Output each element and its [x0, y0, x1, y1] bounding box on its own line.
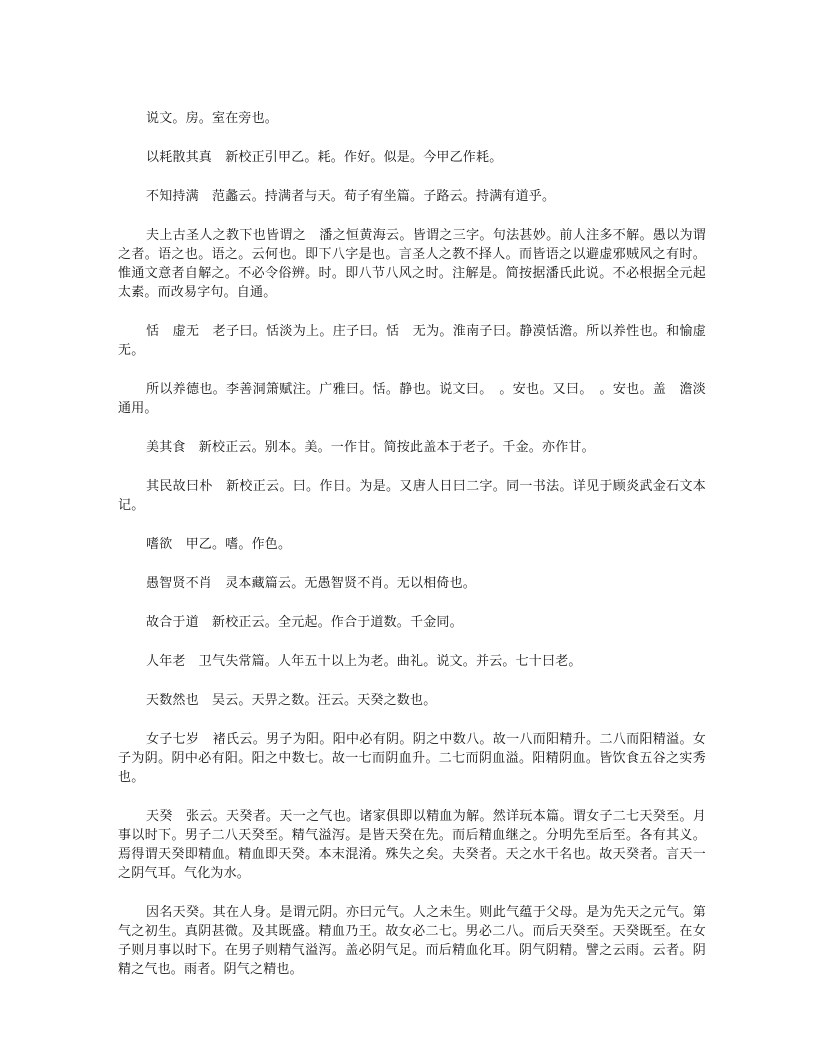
paragraph: 不知持满 范蠡云。持满者与天。荀子宥坐篇。子路云。持满有道乎。 [146, 189, 556, 204]
paragraph: 说文。房。室在旁也。 [146, 111, 279, 126]
paragraph: 人年老 卫气失常篇。人年五十以上为老。曲礼。说文。并云。七十曰老。 [146, 654, 582, 669]
paragraph: 所以养德也。李善洞箫赋注。广雅曰。恬。静也。说文曰。 。安也。又曰。 。安也。盖 澹淡 通用。 [118, 382, 720, 416]
paragraph: 美其食 新校正云。别本。美。一作甘。简按此盖本于老子。千金。亦作甘。 [146, 440, 595, 455]
paragraph: 嗜欲 甲乙。嗜。作色。 [146, 537, 292, 552]
paragraph: 愚智贤不肖 灵本藏篇云。无愚智贤不肖。无以相倚也。 [146, 576, 477, 591]
paragraph: 天数然也 吴云。天畀之数。汪云。天癸之数也。 [146, 693, 437, 708]
paragraph: 夫上古圣人之教下也皆谓之 潘之恒黄海云。皆谓之三字。句法甚妙。前人注多不解。愚以为谓之者。语之也。语之。云何也。即下八字是也。言圣人之教不择人。而皆语之以避虚邪贼风之有时。惟通文意者自解之。不必令俗辨。时。即八节八风之时。注解是。简按据潘氏此说。不必根据全元起太素。而改易字句。自通。 [118, 228, 706, 300]
paragraph: 女子七岁 褚氏云。男子为阳。阳中必有阴。阴之中数八。故一八而阳精升。二八而阳精溢。女子为阴。阴中必有阳。阳之中数七。故一七而阴血升。二七而阴血溢。阳精阴血。皆饮食五谷之实秀也。 [118, 732, 706, 785]
paragraph: 天癸 张云。天癸者。天一之气也。诸家俱即以精血为解。然详玩本篇。谓女子二七天癸至。月事以时下。男子二八天癸至。精气溢泻。是皆天癸在先。而后精血继之。分明先至后至。各有其义。焉得谓天癸即精血。精血即天癸。本末混淆。殊失之矣。夫癸者。天之水干名也。故天癸者。言天一之阴气耳。气化为水。 [118, 809, 706, 881]
paragraph: 因名天癸。其在人身。是谓元阴。亦曰元气。人之未生。则此气蕴于父母。是为先天之元气。第气之初生。真阴甚微。及其既盛。精血乃王。故女必二七。男必二八。而后天癸至。天癸既至。在女子则月事以时下。在男子则精气溢泻。盖必阴气足。而后精血化耳。阴气阴精。譬之云雨。云者。阴精之气也。雨者。阴气之精也。 [118, 905, 706, 977]
paragraph: 故合于道 新校正云。全元起。作合于道数。千金同。 [146, 615, 463, 630]
paragraph: 其民故曰朴 新校正云。曰。作日。为是。又唐人日曰二字。同一书法。详见于顾炎武金石文本记。 [118, 479, 706, 513]
paragraph: 恬 虚无 老子曰。恬淡为上。庄子曰。恬 无为。淮南子曰。静漠恬澹。所以养性也。和愉虚无。 [118, 324, 706, 358]
paragraph: 以耗散其真 新校正引甲乙。耗。作好。似是。今甲乙作耗。 [146, 150, 503, 165]
